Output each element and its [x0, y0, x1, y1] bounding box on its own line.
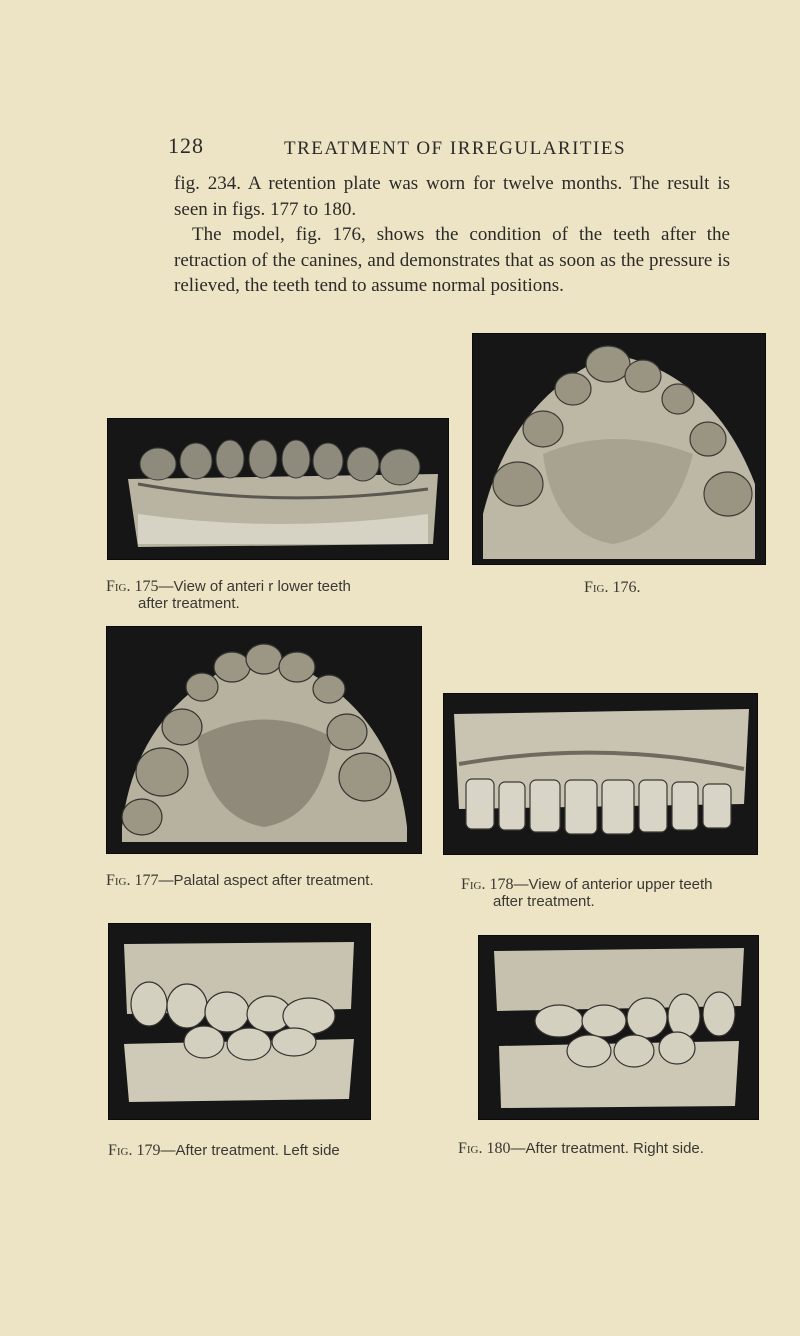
fig-175-caption — [106, 578, 426, 612]
fig-178-caption-line2: after treatment. — [493, 893, 595, 910]
fig-179-caption — [108, 1142, 428, 1159]
fig-175-caption-text: —View of anteri r lower teeth — [158, 578, 351, 595]
fig-176-photo — [472, 333, 766, 565]
fig-176-caption — [584, 579, 641, 596]
body-paragraph-1: fig. 234. A retention plate was worn for twelve months. The result is seen in figs. 177 to 180. — [174, 173, 730, 220]
fig-177-label: Fig. 177 — [106, 872, 159, 889]
fig-178-label: Fig. 178 — [461, 876, 514, 893]
fig-177-caption-text: —Palatal aspect after treatment. — [158, 872, 374, 889]
fig-179-photo — [108, 923, 371, 1120]
fig-178-caption-text: —View of anterior upper teeth — [513, 876, 713, 893]
fig-180-caption-text: —After treatment. Right side. — [510, 1140, 704, 1157]
fig-175-label: Fig. 175 — [106, 578, 159, 595]
fig-177-photo — [106, 626, 422, 854]
fig-176-label: Fig. 176. — [584, 579, 641, 596]
running-head: TREATMENT OF IRREGULARITIES — [284, 138, 627, 159]
fig-175-photo — [107, 418, 449, 560]
fig-175-caption-line2: after treatment. — [138, 595, 240, 612]
fig-179-caption-text: —After treatment. Left side — [160, 1142, 340, 1159]
fig-178-caption — [461, 876, 781, 910]
fig-180-caption — [458, 1140, 798, 1157]
fig-178-photo — [443, 693, 758, 855]
page-number: 128 — [168, 133, 204, 158]
fig-177-caption — [106, 872, 426, 889]
fig-180-photo — [478, 935, 759, 1120]
fig-180-label: Fig. 180 — [458, 1140, 511, 1157]
body-paragraph-2: The model, fig. 176, shows the condition of the teeth after the retraction of the canines, and demonstrates that as soon as the pressure is relieved, the teeth tend to assume normal positions. — [174, 224, 730, 296]
fig-179-label: Fig. 179 — [108, 1142, 161, 1159]
